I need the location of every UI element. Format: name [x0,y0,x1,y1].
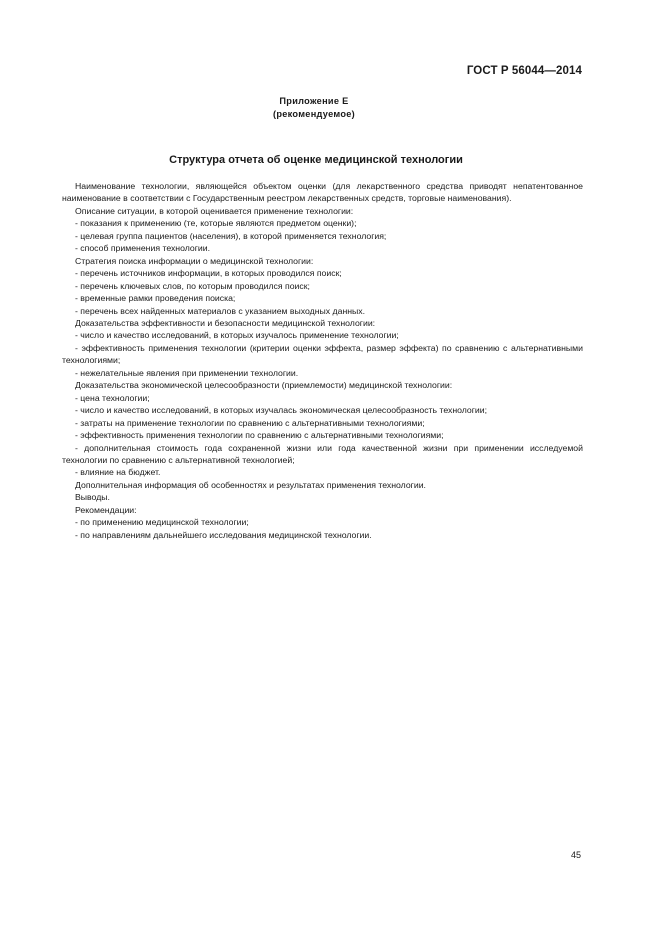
list-item: - влияние на бюджет. [75,467,161,478]
list-item: - число и качество исследований, в которых изучалась экономическая целесообразность технологии; [75,405,488,416]
list-item: - дополнительная стоимость года сохраненной жизни или года качественной жизни при применении исследуемой технологии по сравнению с альтернативной технологией; [62,442,583,465]
appendix-status: (рекомендуемое) [272,109,356,119]
list-item: - цена технологии; [75,392,150,403]
list-item: - затраты на применение технологии по сравнению с альтернативными технологиями; [75,417,425,428]
list-item: - способ применения технологии. [75,243,211,254]
list-item: - временные рамки проведения поиска; [75,293,236,304]
paragraph: Рекомендации: [75,504,137,515]
list-item: - целевая группа пациентов (населения), в которой применяется технология; [75,230,387,241]
list-item: - по направлениям дальнейшего исследования медицинской технологии. [75,529,372,540]
appendix-heading [0,95,628,121]
list-item: - перечень ключевых слов, по которым проводился поиск; [75,280,310,291]
paragraph: Выводы. [75,492,110,503]
list-item: - число и качество исследований, в которых изучалось применение технологии; [75,330,399,341]
list-item: - перечень источников информации, в которых проводился поиск; [75,268,342,279]
paragraph: Доказательства эффективности и безопасности медицинской технологии: [75,317,376,328]
paragraph: Описание ситуации, в которой оценивается применение технологии: [75,205,354,216]
standard-code: ГОСТ Р 56044—2014 [466,65,582,77]
paragraph: Доказательства экономической целесообразности (приемлемости) медицинской технологии: [75,380,453,391]
list-item: - перечень всех найденных материалов с указанием выходных данных. [75,305,366,316]
document-title: Структура отчета об оценке медицинской технологии [169,154,463,166]
list-item: - по применению медицинской технологии; [75,517,249,528]
document-body [62,180,583,541]
list-item: - показания к применению (те, которые являются предметом оценки); [75,218,357,229]
list-item: - эффективность применения технологии по сравнению с альтернативными технологиями; [75,430,444,441]
paragraph: Стратегия поиска информации о медицинской технологии: [75,255,314,266]
list-item: - нежелательные явления при применении технологии. [75,367,299,378]
appendix-label: Приложение Е [279,96,349,106]
list-item: - эффективность применения технологии (критерии оценки эффекта, размер эффекта) по сравнению с альтернативными технологиями; [62,342,583,366]
page-number: 45 [570,850,581,860]
paragraph: Дополнительная информация об особенностях и результатах применения технологии. [75,479,426,490]
paragraph: Наименование технологии, являющейся объектом оценки (для лекарственного средства приводят непатентованное наименование в соответствии с Государственным реестром лекарственных средств, торговые наименования). [62,181,583,204]
